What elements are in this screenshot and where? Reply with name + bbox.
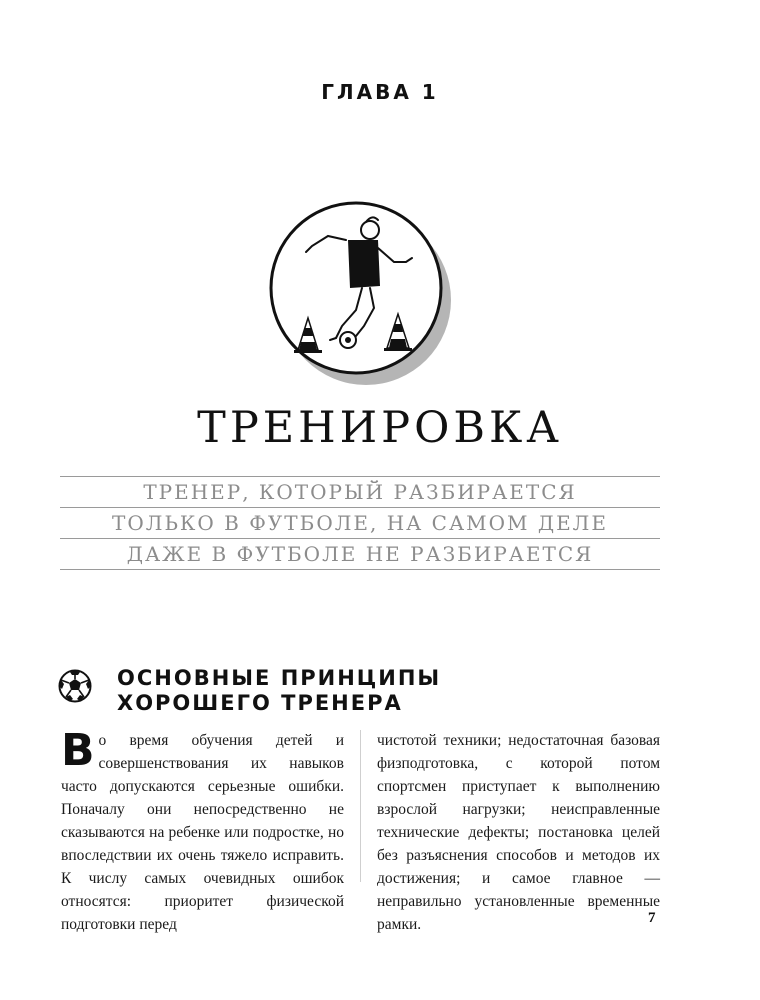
section-title <box>117 666 637 716</box>
soccer-player-illustration-icon <box>266 200 456 390</box>
section-title-line: ХОРОШЕГО ТРЕНЕРА <box>117 691 403 715</box>
chapter-label: ГЛАВА 1 <box>321 80 439 104</box>
body-column-left <box>61 725 344 936</box>
epigraph <box>60 476 660 570</box>
drop-cap: В <box>61 725 95 776</box>
section-title-line: ОСНОВНЫЕ ПРИНЦИПЫ <box>117 666 442 690</box>
body-text: о время обучения детей и совершенствования их навыков часто допускаются серьезные ошибки. Поначалу они непосредственно не сказываются на ребенке или подростке, но впоследствии их очень тяжело исправить. К числу самых очевидных ошибок относятся: приоритет физической подготовки перед <box>61 732 344 933</box>
body-column-right <box>377 729 660 936</box>
body-text: чистотой техники; недостаточная базовая физподготовка, с которой потом спортсмен приступает к выполнению взрослой нагрузки; неисправленные технические дефекты; постановка целей без разъяснения способов и методов их достижения; и самое главное — неправильно установленные временные рамки. <box>377 732 660 933</box>
epigraph-line: ДАЖЕ В ФУТБОЛЕ НЕ РАЗБИРАЕТСЯ <box>126 542 594 566</box>
epigraph-line: ТОЛЬКО В ФУТБОЛЕ, НА САМОМ ДЕЛЕ <box>112 511 608 535</box>
page-number: 7 <box>648 910 656 926</box>
divider <box>60 569 660 570</box>
chapter-title: ТРЕНИРОВКА <box>197 403 563 453</box>
column-divider <box>360 730 361 882</box>
soccer-ball-icon <box>58 669 92 703</box>
epigraph-line: ТРЕНЕР, КОТОРЫЙ РАЗБИРАЕТСЯ <box>143 480 577 504</box>
